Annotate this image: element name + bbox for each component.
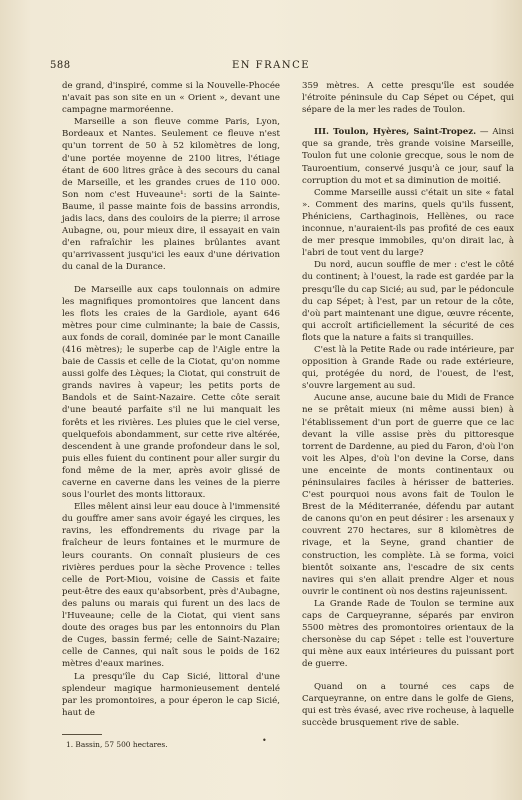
paragraph: Quand on a tourné ces caps de Carqueyranne, on entre dans le golfe de Giens, qui est très évasé, avec rive rocheuse, à laquelle succède brusquement rive de sable.: [302, 681, 514, 728]
page-header: [50, 60, 492, 74]
page-number: 588: [50, 60, 71, 71]
right-column: [302, 80, 514, 729]
ornament-mark: •: [262, 736, 267, 745]
paragraph: C'est là la Petite Rade ou rade intérieure, par opposition à Grande Rade ou rade extérieure, qui, protégée du nord, de l'ouest, de l'est, s'ouvre largement au sud.: [302, 344, 514, 392]
section-text: — Ainsi que sa grande, très grande voisine Marseille, Toulon fut une colonie grecque, sous le nom de Tauroentium, conservé jusqu'à ce jour, sauf la corruption du mot et sa diminution de moitié.: [302, 127, 514, 186]
left-column: [62, 80, 280, 719]
paragraph: Comme Marseille aussi c'était un site « fatal ». Comment des marins, quels qu'ils fussent, Phéniciens, Carthaginois, Hellènes, ou race inconnue, n'auraient-ils pas profité de ces eaux de mer presque immobiles, qu'on dirait lac, à l'abri de tout vent du large?: [302, 187, 514, 259]
paragraph: de grand, d'inspiré, comme si la Nouvelle-Phocée n'avait pas son site en un « Orient », devant une campagne marmoréenne.: [62, 81, 280, 116]
paragraph: Marseille a son fleuve comme Paris, Lyon, Bordeaux et Nantes. Seulement ce fleuve n'est qu'un torrent de 50 à 52 kilomètres de long, d'une portée moyenne de 2100 litres, l'étiage étant de 600 litres grâce à des secours du canal de Marseille, et les grandes crues de 110 000. Son nom c'est Huveaune¹: sorti de la Sainte-Baume, il passe mainte fois de bassins arrondis, jadis lacs, dans des couloirs de la pierre; il arrose Aubagne, ou, pour mieux dire, il essayait en vain d'en rafraîchir les plaines brûlantes avant qu'arrivassent jusqu'ici les eaux d'une dérivation du canal de la Durance.: [62, 117, 280, 273]
paragraph: La presqu'île du Cap Sicié, littoral d'une splendeur magique harmonieusement dentelé par les promontoires, a pour éperon le cap Sicié, haut de: [62, 671, 280, 718]
paragraph: La Grande Rade de Toulon se termine aux caps de Carqueyranne, séparés par environ 5500 mètres des promontoires orientaux de la chersonèse du cap Sépet : telle est l'ouverture qui mène aux eaux intérieures du puissant port de guerre.: [302, 598, 514, 670]
section-heading-paragraph: [302, 126, 514, 186]
running-title: EN FRANCE: [231, 60, 311, 71]
paragraph: 359 mètres. A cette presqu'île est soudée l'étroite péninsule du Cap Sépet ou Cépet, qui sépare de la mer les rades de Toulon.: [302, 81, 514, 116]
footnote-rule: [62, 734, 102, 735]
paragraph: Elles mêlent ainsi leur eau douce à l'immensité du gouffre amer sans avoir égayé les cirques, les ravins, les effondrements du rivage par la fraîcheur de leurs fontaines et le murmure de leurs courants. On connaît plusieurs de ces rivières perdues pour la sèche Provence : telles celle de Port-Miou, voisine de Cassis et faite peut-être des eaux qu'absorbent, près d'Aubagne, des paluns ou marais qui furent un des lacs de l'Huveaune; celle de la Ciotat, qui vient sans doute des orages bus par les entonnoirs du Plan de Cuges, bassin fermé; celle de Saint-Nazaire; celle de Cannes, qui naît sous le poids de 162 mètres d'eaux marines.: [62, 502, 280, 670]
footnote: 1. Bassin, 57 500 hectares.: [66, 740, 168, 749]
section-title: III. Toulon, Hyères, Saint-Tropez.: [314, 127, 477, 138]
paragraph: Du nord, aucun souffle de mer : c'est le côté du continent; à l'ouest, la rade est gardée par la presqu'île du cap Sicié; au sud, par le pédoncule du cap Sépet; à l'est, par un retour de la côte, d'où part maintenant une digue, œuvre récente, qui accroît artificiellement la sécurité de ces flots que la nature a faits si tranquilles.: [302, 260, 514, 343]
paragraph: De Marseille aux caps toulonnais on admire les magnifiques promontoires que lancent dans les flots les craies de la Gardiole, ayant 646 mètres pour cime culminante; la baie de Cassis, aux fonds de corail, dominée par le mont Canaille (416 mètres); le superbe cap de l'Aigle entre la baie de Cassis et celle de la Ciotat, qu'on nomme aussi golfe des Lèques; la Ciotat, qui construit de grands navires à vapeur; les petits ports de Bandols et de Saint-Nazaire. Cette côte serait d'une beauté parfaite s'il ne lui manquait les forêts et les rivières. Les pluies que le ciel verse, quelquefois abondamment, sur cette rive altérée, descendent à une grande profondeur dans le sol, puis elles fuient du continent pour aller surgir du fond même de la mer, après avoir glissé de caverne en caverne dans les veines de la pierre sous l'ourlet des monts littoraux.: [62, 284, 280, 501]
paragraph: Aucune anse, aucune baie du Midi de France ne se prêtait mieux (ni même aussi bien) à l'établissement d'un port de guerre que ce lac devant la ville assise près du pittoresque torrent de Dardenne, au pied du Faron, d'où l'on voit les Alpes, d'où l'on devine la Corse, dans une enceinte de monts continentaux ou péninsulaires faciles à hérisser de batteries. C'est pourquoi nous avons fait de Toulon le Brest de la Méditerranée, défendu par autant de canons qu'on en peut désirer : les arsenaux y couvrent 270 hectares, sur 8 kilomètres de rivage, et la Seyne, grand chantier de construction, les complète. Là se forma, voici bientôt soixante ans, l'escadre de six cents navires qui s'en allait prendre Alger et nous ouvrir le continent où nos destins rajeunissent.: [302, 393, 514, 597]
